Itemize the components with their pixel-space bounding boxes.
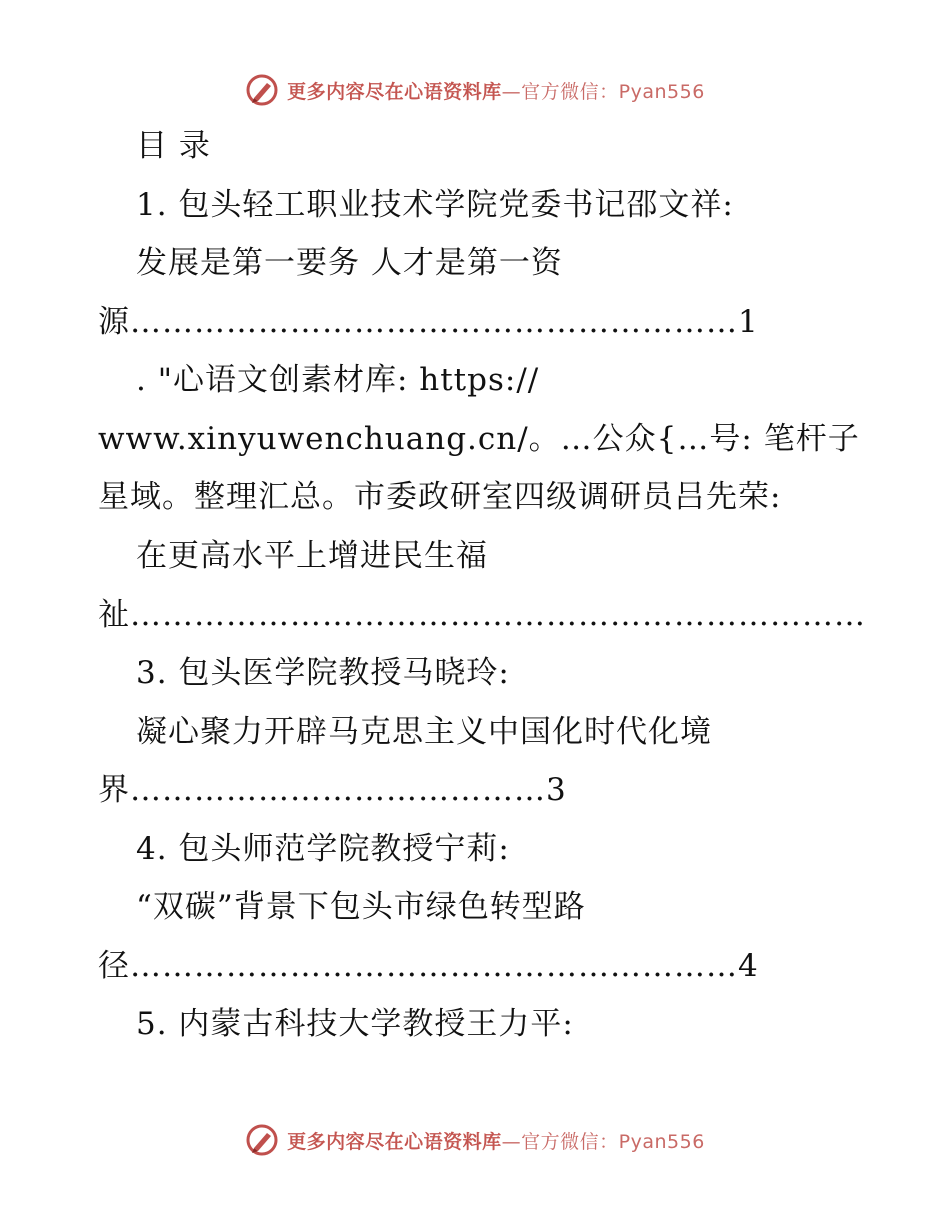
pen-seal-logo-icon <box>245 1123 279 1157</box>
toc-line: 5. 内蒙古科技大学教授王力平: <box>136 1006 574 1042</box>
toc-line: . "心语文创素材库: https:// <box>136 362 540 398</box>
toc-line: “双碳”背景下包头市绿色转型路 <box>136 889 586 925</box>
toc-line: 在更高水平上增进民生福 <box>136 538 488 574</box>
toc-line: 1. 包头轻工职业技术学院党委书记邵文祥: <box>136 187 734 223</box>
toc-line: 4. 包头师范学院教授宁莉: <box>136 831 510 867</box>
watermark-text: 更多内容尽在心语资料库—官方微信：Pyan556 <box>287 1130 705 1153</box>
header-watermark <box>0 70 950 110</box>
toc-line: 径…………………………………………………4 <box>98 948 759 984</box>
watermark-text: 更多内容尽在心语资料库—官方微信：Pyan556 <box>287 80 705 103</box>
toc-line: 祉…………………………………………………………… <box>98 597 866 633</box>
toc-title: 目 录 <box>136 128 211 164</box>
footer-watermark <box>0 1120 950 1160</box>
toc-line: 3. 包头医学院教授马晓玲: <box>136 655 510 691</box>
toc-line: 星域。整理汇总。市委政研室四级调研员吕先荣: <box>98 479 782 515</box>
toc-line: www.xinyuwenchuang.cn/。…公众{…号: 笔杆子 <box>98 421 860 457</box>
pen-seal-logo-icon <box>245 73 279 107</box>
toc-line: 发展是第一要务 人才是第一资 <box>136 245 563 281</box>
toc-line: 源…………………………………………………1 <box>98 304 759 340</box>
toc-line: 凝心聚力开辟马克思主义中国化时代化境 <box>136 714 712 750</box>
toc-line: 界…………………………………3 <box>98 772 567 808</box>
